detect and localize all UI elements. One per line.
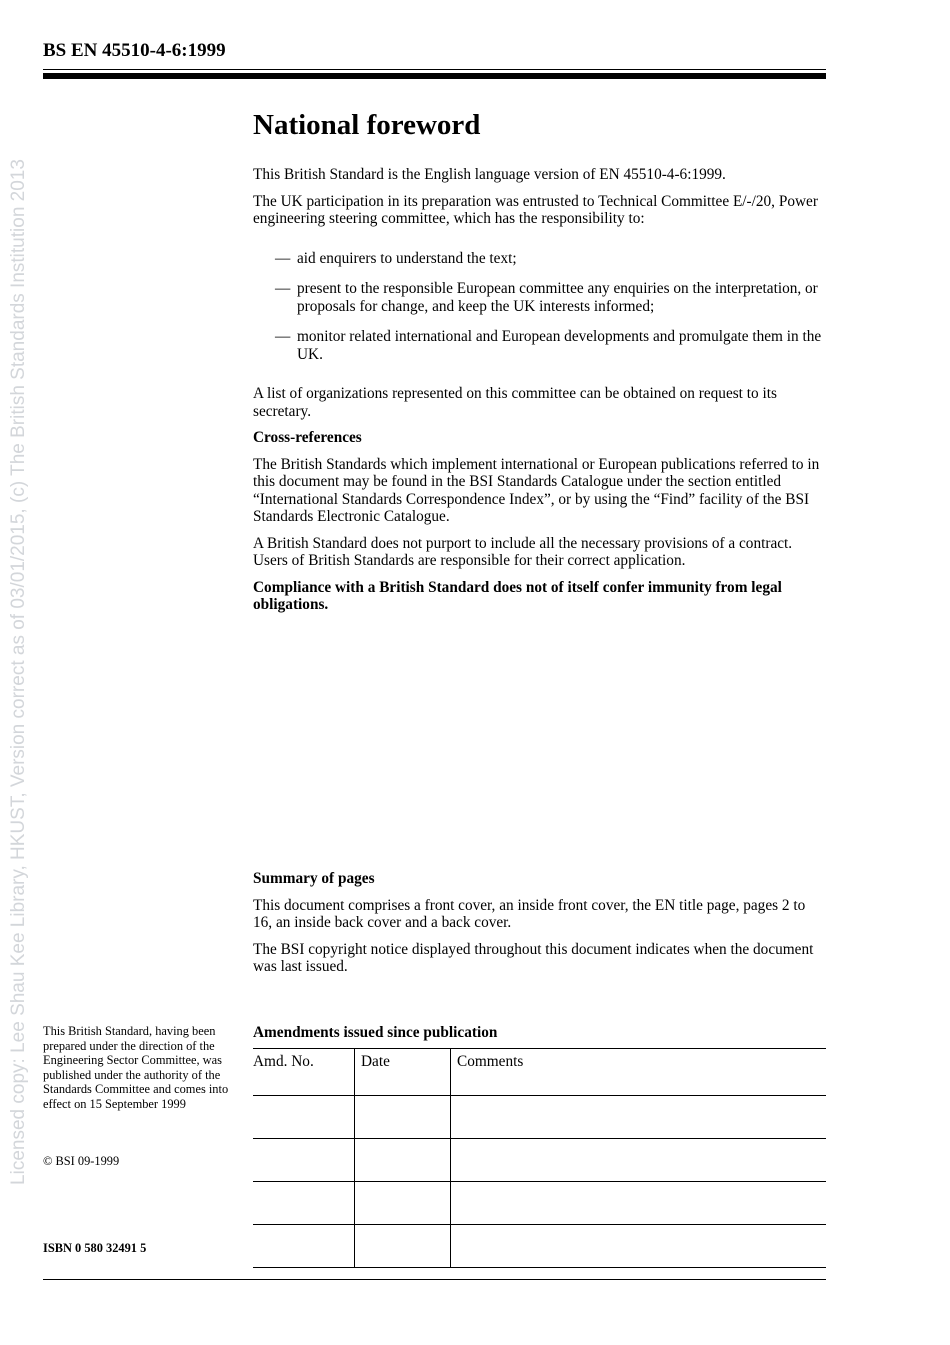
table-cell: [253, 1182, 355, 1225]
column-header-comments: Comments: [451, 1049, 827, 1096]
amendments-table: [253, 1048, 826, 1268]
list-item: [275, 328, 828, 363]
table-cell: [253, 1096, 355, 1139]
list-item-text: present to the responsible European committee any enquiries on the interpretation, or proposals for change, and keep the UK interests informed;: [297, 280, 818, 315]
list-item-text: aid enquirers to understand the text;: [297, 249, 517, 267]
dash-bullet: —: [275, 328, 291, 345]
foreword-paragraph-1: This British Standard is the English language version of EN 45510-4-6:1999.: [253, 166, 726, 183]
foreword-paragraph-2: The UK participation in its preparation was entrusted to Technical Committee E/-/20, Power engineering steering committee, which has the responsibility to:: [253, 192, 818, 227]
table-row: [253, 1182, 826, 1225]
dash-bullet: —: [275, 249, 291, 267]
summary-paragraph-1: This document comprises a front cover, an inside front cover, the EN title page, pages 2 to 16, an inside back cover and a back cover.: [253, 896, 806, 931]
header-rule-thick: [43, 73, 826, 79]
summary-paragraph-2: The BSI copyright notice displayed throughout this document indicates when the document was last issued.: [253, 940, 814, 975]
dash-bullet: —: [275, 280, 291, 297]
license-watermark: Licensed copy: Lee Shau Kee Library, HKUST, Version correct as of 03/01/2015, (c) The British Standards Institution 2013: [8, 159, 29, 1185]
table-cell: [355, 1182, 451, 1225]
responsibility-list: [253, 250, 828, 364]
national-foreword: [253, 108, 828, 623]
foreword-paragraph-4: The British Standards which implement international or European publications referred to in this document may be found in the BSI Standards Catalogue under the section entitled “International Standards Correspondence Index”, or by using the “Find” facility of the BSI Standards Electronic Catalogue.: [253, 455, 820, 525]
header-rule-thin: [43, 69, 826, 70]
table-cell: [355, 1139, 451, 1182]
table-cell: [451, 1139, 827, 1182]
table-row: [253, 1096, 826, 1139]
amendments-heading: Amendments issued since publication: [253, 1024, 498, 1041]
copyright-notice: © BSI 09-1999: [43, 1154, 120, 1168]
table-cell: [253, 1139, 355, 1182]
footer-rule: [43, 1279, 826, 1280]
table-header-row: [253, 1049, 826, 1096]
page-title: National foreword: [253, 109, 481, 141]
table-cell: [355, 1096, 451, 1139]
table-row: [253, 1225, 826, 1268]
column-header-amd-no: Amd. No.: [253, 1049, 355, 1096]
table-cell: [451, 1096, 827, 1139]
isbn: ISBN 0 580 32491 5: [43, 1241, 147, 1255]
summary-heading: Summary of pages: [253, 870, 375, 887]
list-item-text: monitor related international and European developments and promulgate them in the UK.: [297, 328, 822, 363]
compliance-statement: Compliance with a British Standard does not of itself confer immunity from legal obligations.: [253, 578, 782, 613]
summary-of-pages: [253, 870, 828, 985]
table-cell: [451, 1182, 827, 1225]
table-cell: [451, 1225, 827, 1268]
foreword-paragraph-5: A British Standard does not purport to include all the necessary provisions of a contract. Users of British Standards are responsible for their correct application.: [253, 534, 793, 569]
list-item: [275, 250, 828, 268]
foreword-paragraph-3: A list of organizations represented on this committee can be obtained on request to its secretary.: [253, 385, 777, 420]
column-header-date: Date: [355, 1049, 451, 1096]
table-cell: [355, 1225, 451, 1268]
document-code: BS EN 45510-4-6:1999: [43, 40, 226, 61]
list-item: [275, 280, 828, 315]
cross-references-heading: Cross-references: [253, 429, 362, 446]
publication-note: This British Standard, having been prepared under the direction of the Engineering Sector Committee, was published under the authority of the Standards Committee and comes into effect on 15 September 1999: [43, 1024, 229, 1111]
table-row: [253, 1139, 826, 1182]
table-cell: [253, 1225, 355, 1268]
